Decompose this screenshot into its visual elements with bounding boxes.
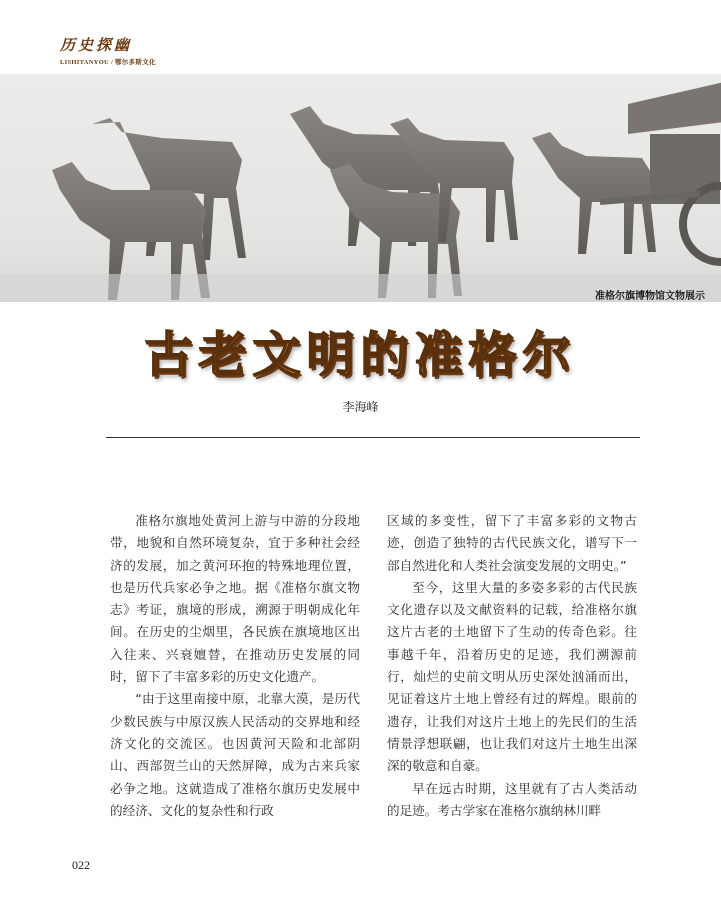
artifact-photo — [0, 74, 721, 302]
section-header — [60, 34, 156, 66]
photo-caption: 准格尔旗博物馆文物展示 — [595, 291, 705, 302]
paragraph: 准格尔旗地处黄河上游与中游的分段地带，地貌和自然环境复杂，宜于多种社会经济的发展，加之黄河环抱的特殊地理位置，也是历代兵家必争之地。据《准格尔旗文物志》考证，旗境的形成，溯源于明朝成化年间。在历史的尘烟里，各民族在旗境地区出入往来、兴衰嬗替，在推动历史发展的同时，留下了丰富多彩的历史文化遗产。 — [110, 513, 360, 685]
title-divider — [106, 437, 640, 438]
article-column-left — [110, 510, 360, 822]
section-title: 历史探幽 — [60, 36, 133, 54]
paragraph: “由于这里南接中原，北靠大漠，是历代少数民族与中原汉族人民活动的交界地和经济文化的交流区。也因黄河天险和北部阴山、西部贺兰山的天然屏障，成为古来兵家必争之地。这就造成了准格尔旗历史发展中的经济、文化的复杂性和行政 — [110, 691, 360, 818]
article-title: 古老文明的准格尔 — [144, 327, 577, 383]
pottery-horses-illustration — [0, 74, 721, 302]
paragraph: 早在远古时期，这里就有了古人类活动的足迹。考古学家在准格尔旗纳林川畔 — [387, 780, 637, 818]
page-number: 022 — [72, 858, 90, 872]
article-column-right — [387, 510, 637, 822]
paragraph: 至今，这里大量的多姿多彩的古代民族文化遗存以及文献资料的记载，给准格尔旗这片古老的土地留下了生动的传奇色彩。往事越千年，沿着历史的足迹，我们溯源前行，灿烂的史前文明从历史深处汹涌而出，见证着这片土地上曾经有过的辉煌。眼前的遗存，让我们对这片土地上的先民们的生活情景浮想联翩，也让我们对这片土地生出深深的敬意和自豪。 — [387, 579, 637, 774]
section-subtitle: LISHITANYOU / 鄂尔多斯文化 — [60, 59, 156, 66]
paragraph-continuation: 区域的多变性，留下了丰富多彩的文物古迹，创造了独特的古代民族文化，谱写下一部自然进化和人类社会演变发展的文明史。” — [387, 513, 637, 573]
article-author: 李海峰 — [342, 400, 379, 414]
pottery-horse-6 — [532, 132, 656, 254]
